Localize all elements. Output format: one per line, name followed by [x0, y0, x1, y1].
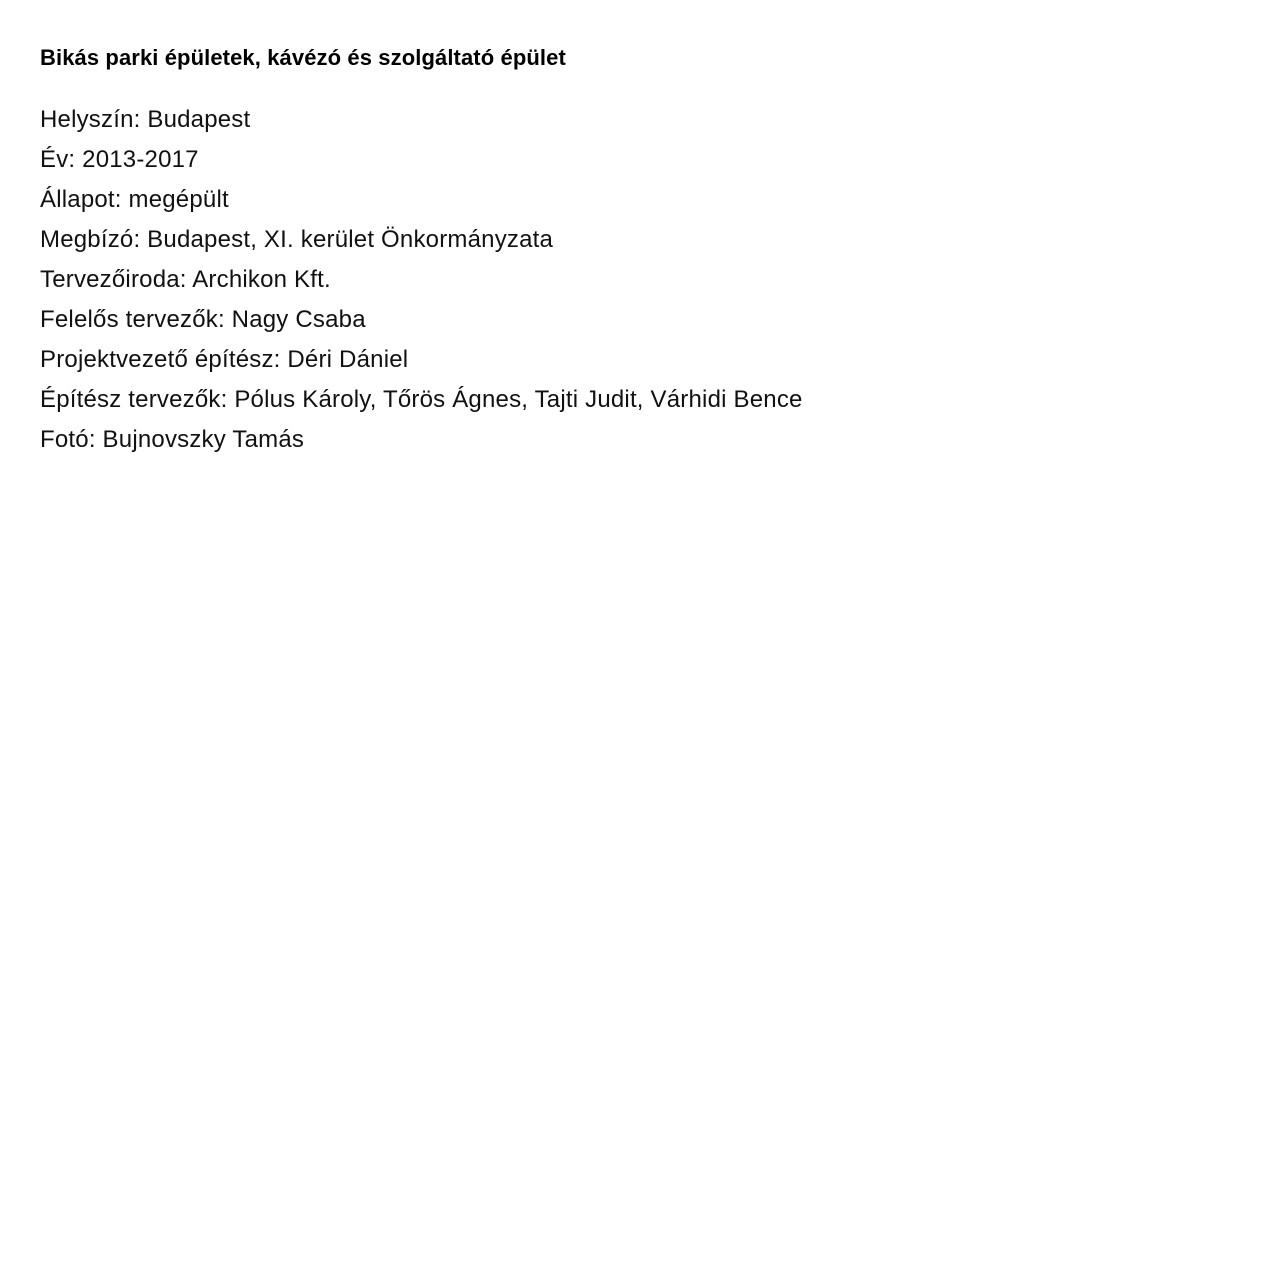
project-info — [40, 42, 1240, 460]
detail-status: Állapot: megépült — [40, 186, 229, 213]
project-details-list — [40, 100, 1240, 460]
detail-project-architect: Projektvezető építész: Déri Dániel — [40, 346, 409, 373]
detail-client: Megbízó: Budapest, XI. kerület Önkormányzata — [40, 226, 554, 253]
detail-architects: Építész tervezők: Pólus Károly, Tőrös Ágnes, Tajti Judit, Várhidi Bence — [40, 386, 803, 413]
project-title: Bikás parki épületek, kávézó és szolgáltató épület — [40, 45, 566, 70]
detail-lead-designers: Felelős tervezők: Nagy Csaba — [40, 306, 366, 333]
detail-year: Év: 2013-2017 — [40, 146, 199, 173]
detail-photo-credit: Fotó: Bujnovszky Tamás — [40, 426, 305, 453]
detail-design-office: Tervezőiroda: Archikon Kft. — [40, 266, 331, 293]
detail-location: Helyszín: Budapest — [40, 106, 251, 133]
